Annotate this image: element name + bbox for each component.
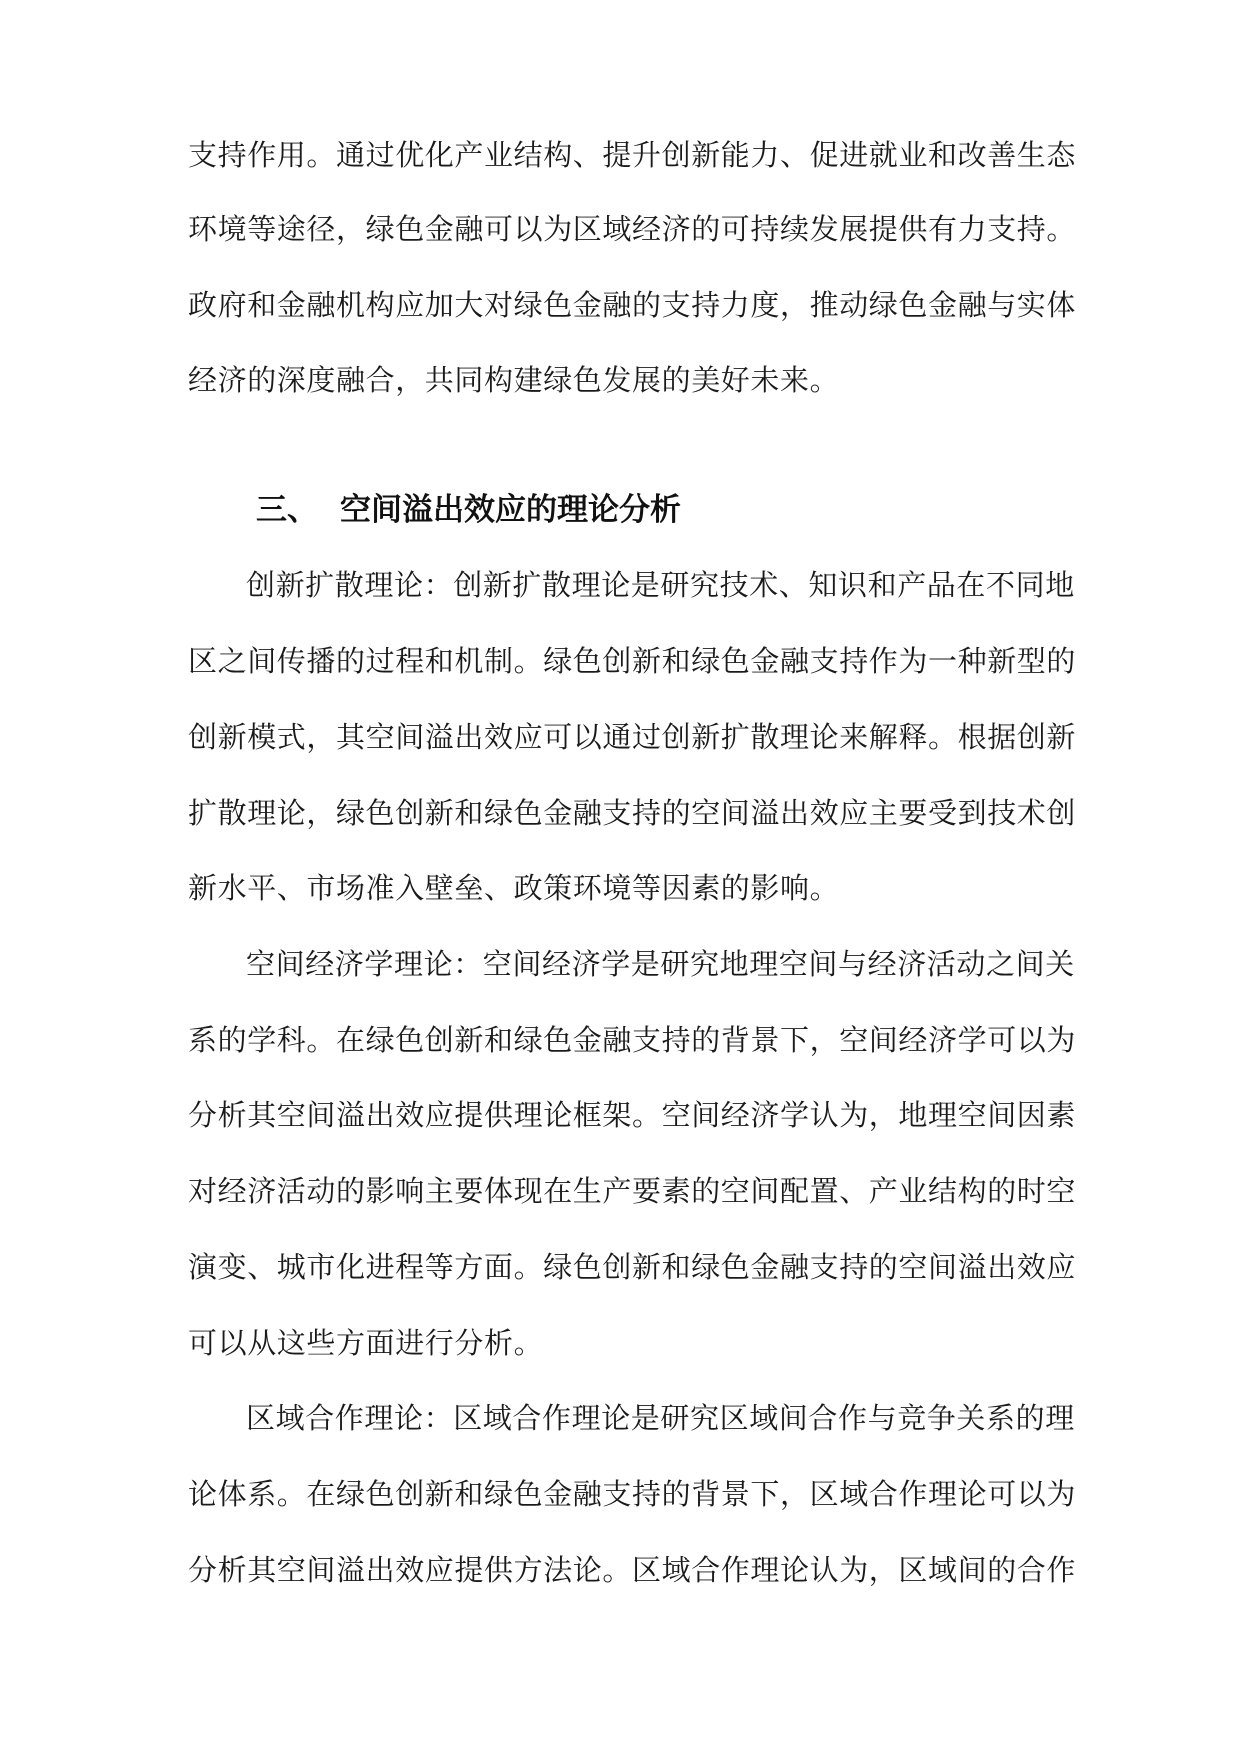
paragraph-line: 空间经济学理论：空间经济学是研究地理空间与经济活动之间关 [246, 947, 1075, 981]
paragraph-line: 区域合作理论：区域合作理论是研究区域间合作与竞争关系的理 [246, 1401, 1075, 1435]
section-heading [256, 488, 681, 532]
paragraph-line: 扩散理论，绿色创新和绿色金融支持的空间溢出效应主要受到技术创 [188, 796, 1077, 830]
paragraph-line: 创新扩散理论：创新扩散理论是研究技术、知识和产品在不同地 [246, 568, 1075, 602]
paragraph-line: 经济的深度融合，共同构建绿色发展的美好未来。 [188, 363, 840, 397]
section-title: 空间溢出效应的理论分析 [340, 492, 681, 528]
paragraph-line: 政府和金融机构应加大对绿色金融的支持力度，推动绿色金融与实体 [188, 288, 1077, 322]
paragraph-line: 支持作用。通过优化产业结构、提升创新能力、促进就业和改善生态 [188, 138, 1077, 172]
paragraph-line: 分析其空间溢出效应提供方法论。区域合作理论认为，区域间的合作 [188, 1553, 1077, 1587]
section-number: 三、 [256, 492, 318, 528]
paragraph-line: 创新模式，其空间溢出效应可以通过创新扩散理论来解释。根据创新 [188, 720, 1077, 754]
paragraph-line: 环境等途径，绿色金融可以为区域经济的可持续发展提供有力支持。 [188, 212, 1077, 246]
paragraph-line: 区之间传播的过程和机制。绿色创新和绿色金融支持作为一种新型的 [188, 644, 1077, 678]
paragraph-line: 系的学科。在绿色创新和绿色金融支持的背景下，空间经济学可以为 [188, 1023, 1077, 1057]
paragraph-line: 分析其空间溢出效应提供理论框架。空间经济学认为，地理空间因素 [188, 1098, 1077, 1132]
paragraph-line: 新水平、市场准入壁垒、政策环境等因素的影响。 [188, 871, 840, 905]
paragraph-line: 可以从这些方面进行分析。 [188, 1326, 544, 1360]
paragraph-line: 对经济活动的影响主要体现在生产要素的空间配置、产业结构的时空 [188, 1174, 1077, 1208]
paragraph-line: 演变、城市化进程等方面。绿色创新和绿色金融支持的空间溢出效应 [188, 1250, 1077, 1284]
paragraph-line: 论体系。在绿色创新和绿色金融支持的背景下，区域合作理论可以为 [188, 1477, 1077, 1511]
